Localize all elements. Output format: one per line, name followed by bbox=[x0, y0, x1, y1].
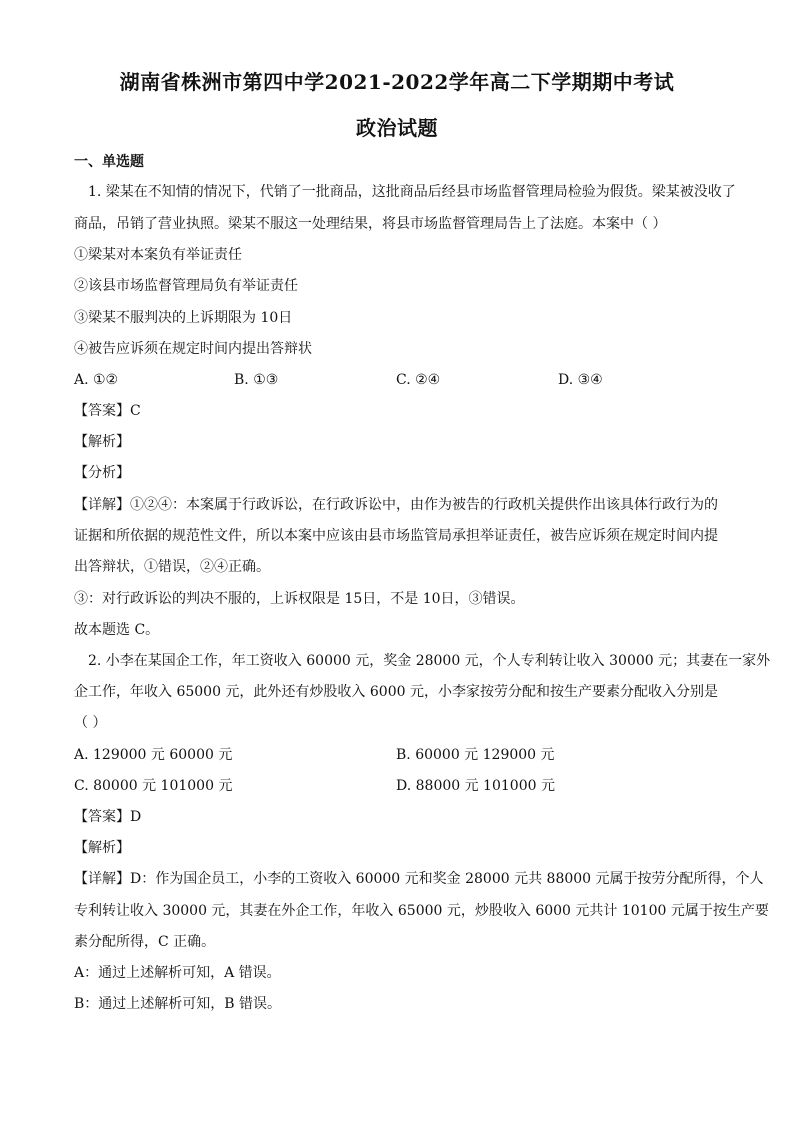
document-subtitle: 政治试题 bbox=[356, 116, 438, 140]
q2-option-d: D. 88000 元 101000 元 bbox=[396, 778, 555, 794]
q2-option-a: A. 129000 元 60000 元 bbox=[74, 747, 233, 763]
q1-statement-3: ③梁某不服判决的上诉期限为 10日 bbox=[74, 310, 293, 326]
q1-stem-line1: 1. 梁某在不知情的情况下，代销了一批商品，这批商品后经县市场监督管理局检验为假货。梁某被没收了 bbox=[88, 184, 736, 200]
q2-stem-line3: （ ） bbox=[74, 715, 107, 731]
q1-jiexi-label: 【解析】 bbox=[74, 434, 130, 450]
q1-fenxi-label: 【分析】 bbox=[74, 465, 130, 481]
q1-option-d: D. ③④ bbox=[558, 372, 603, 388]
q1-detail-line1: 【详解】①②④：本案属于行政诉讼，在行政诉讼中，由作为被告的行政机关提供作出该具体行政行为的 bbox=[74, 497, 718, 513]
q1-option-a: A. ①② bbox=[74, 372, 119, 388]
q2-detail-line1: 【详解】D：作为国企员工，小李的工资收入 60000 元和奖金 28000 元共 88000 元属于按劳分配所得，个人 bbox=[74, 871, 764, 887]
document-title: 湖南省株洲市第四中学2021-2022学年高二下学期期中考试 bbox=[119, 70, 675, 94]
q2-answer: 【答案】D bbox=[74, 809, 142, 825]
q1-option-c: C. ②④ bbox=[396, 372, 441, 388]
q1-statement-1: ①梁某对本案负有举证责任 bbox=[74, 247, 242, 263]
q2-detail-line5: B：通过上述解析可知，B 错误。 bbox=[74, 996, 282, 1012]
q1-stem-line2: 商品，吊销了营业执照。梁某不服这一处理结果，将县市场监督管理局告上了法庭。本案中（ ） bbox=[74, 216, 667, 232]
q1-answer: 【答案】C bbox=[74, 403, 141, 419]
q2-jiexi-label: 【解析】 bbox=[74, 840, 130, 856]
q1-option-b: B. ①③ bbox=[234, 372, 279, 388]
q1-detail-line4: ③：对行政诉讼的判决不服的，上诉权限是 15日，不是 10日，③错误。 bbox=[74, 591, 525, 607]
q1-statement-4: ④被告应诉须在规定时间内提出答辩状 bbox=[74, 341, 312, 357]
q2-detail-line4: A：通过上述解析可知，A 错误。 bbox=[74, 965, 281, 981]
q2-option-c: C. 80000 元 101000 元 bbox=[74, 778, 233, 794]
section-heading: 一、单选题 bbox=[74, 154, 144, 170]
q2-stem-line2: 企工作，年收入 65000 元，此外还有炒股收入 6000 元，小李家按劳分配和按生产要素分配收入分别是 bbox=[74, 684, 718, 700]
q2-detail-line2: 专利转让收入 30000 元，其妻在外企工作，年收入 65000 元，炒股收入 6000 元共计 10100 元属于按生产要 bbox=[74, 903, 769, 919]
q1-detail-line2: 证据和所依据的规范性文件，所以本案中应该由县市场监管局承担举证责任，被告应诉须在规定时间内提 bbox=[74, 528, 718, 544]
q1-statement-2: ②该县市场监督管理局负有举证责任 bbox=[74, 278, 298, 294]
q2-stem-line1: 2. 小李在某国企工作，年工资收入 60000 元，奖金 28000 元，个人专利转让收入 30000 元；其妻在一家外 bbox=[88, 653, 771, 669]
q1-detail-line3: 出答辩状，①错误，②④正确。 bbox=[74, 559, 270, 575]
q2-option-b: B. 60000 元 129000 元 bbox=[396, 747, 555, 763]
q1-conclusion: 故本题选 C。 bbox=[74, 622, 160, 638]
q2-detail-line3: 素分配所得，C 正确。 bbox=[74, 934, 216, 950]
